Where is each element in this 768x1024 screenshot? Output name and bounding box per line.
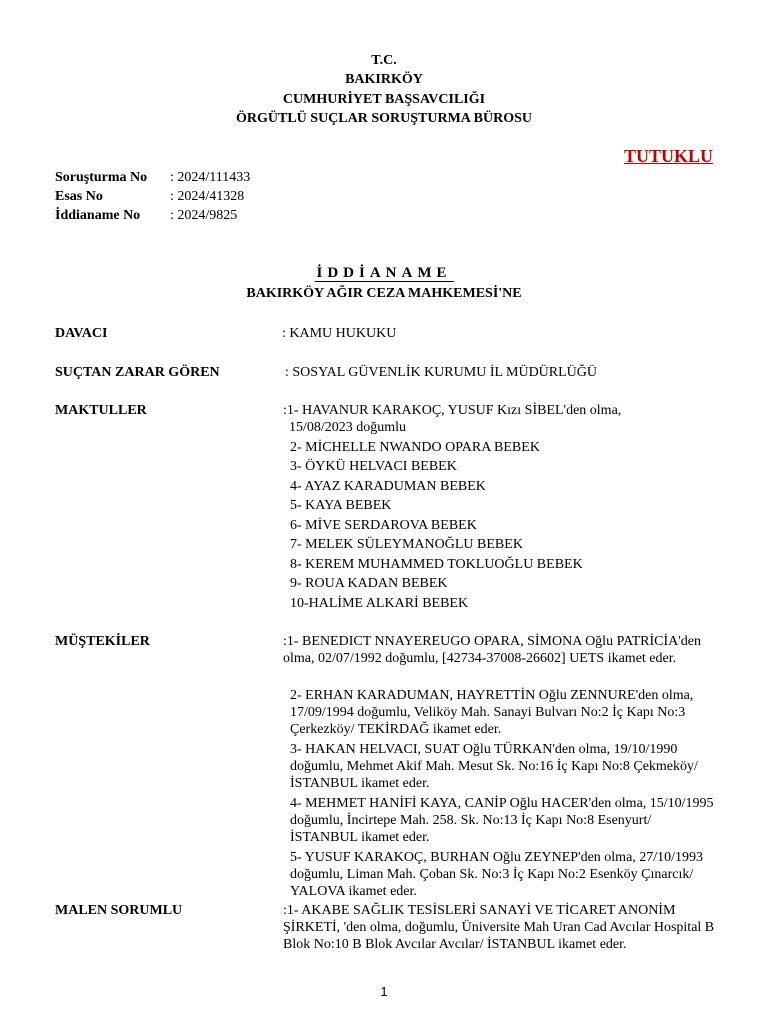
status-stamp: TUTUKLU [624,146,714,166]
maktul-item: 10-HALİME ALKARİ BEBEK [290,596,469,611]
malen-label: MALEN SORUMLU [55,903,183,918]
maktul-item: 2- MİCHELLE NWANDO OPARA BEBEK [290,440,540,455]
ref-label: İddianame No [55,208,141,223]
court-name: BAKIRKÖY AĞIR CEZA MAHKEMESİ'NE [246,286,522,301]
malen-entry: :1- AKABE SAĞLIK TESİSLERİ SANAYİ VE TİCARET ANONİM ŞİRKETİ, 'den olma, doğumlu, Üniversite Mah Uran Cad Avcılar Hospital B Blok No:10 B Blok Avcılar Avcılar/ İSTANBUL ikamet eder. [283,903,715,952]
ref-row-sorusturma [55,168,250,187]
musteki-entry: :1- BENEDICT NNAYEREUGO OPARA, SİMONA Oğlu PATRİCİA'den olma, 02/07/1992 doğumlu, [42734-37008-26602] UETS ikamet eder. [283,634,702,666]
ref-value: : 2024/111433 [170,170,251,185]
zarar-goren-label: SUÇTAN ZARAR GÖREN [55,365,220,380]
musteki-entry: 5- YUSUF KARAKOÇ, BURHAN Oğlu ZEYNEP'den olma, 27/10/1993 doğumlu, Liman Mah. Çoban Sk. No:3 İç Kapı No:2 Esenköy Çınarcık/ YALOVA ikamet eder. [290,850,704,899]
musteki-entry: 4- MEHMET HANİFİ KAYA, CANİP Oğlu HACER'den olma, 15/10/1995 doğumlu, İncirtepe Mah. 258. Sk. No:13 İç Kapı No:8 Esenyurt/ İSTANBUL ikamet eder. [290,796,714,845]
header-tc: T.C. [371,53,397,68]
davaci-value: : KAMU HUKUKU [282,326,397,341]
ref-label: Soruşturma No [55,170,148,185]
header-buro: ÖRGÜTLÜ SUÇLAR SORUŞTURMA BÜROSU [236,111,532,126]
maktul-item-1-cont: 15/08/2023 doğumlu [289,420,407,435]
zarar-goren-value: : SOSYAL GÜVENLİK KURUMU İL MÜDÜRLÜĞÜ [285,365,598,380]
header-bakirkoy: BAKIRKÖY [345,72,423,87]
maktuller-label: MAKTULLER [55,403,147,418]
ref-value: : 2024/9825 [170,208,238,223]
maktul-item: 3- ÖYKÜ HELVACI BEBEK [290,459,457,474]
header-bassavcilik: CUMHURİYET BAŞSAVCILIĞI [282,92,486,107]
maktul-item: 4- AYAZ KARADUMAN BEBEK [290,479,486,494]
davaci-label: DAVACI [55,326,108,341]
ref-row-iddianame [55,206,237,225]
maktul-item: 6- MİVE SERDAROVA BEBEK [290,518,477,533]
musteki-label: MÜŞTEKİLER [55,634,150,649]
maktul-item-1: :1- HAVANUR KARAKOÇ, YUSUF Kızı SİBEL'den olma, [283,403,622,418]
document-title-text: İDDİANAME [316,265,452,281]
maktul-item: 8- KEREM MUHAMMED TOKLUOĞLU BEBEK [290,557,583,572]
ref-value: : 2024/41328 [170,189,245,204]
ref-label: Esas No [55,189,103,204]
maktul-item: 5- KAYA BEBEK [290,498,392,513]
musteki-entry: 3- HAKAN HELVACI, SUAT Oğlu TÜRKAN'den olma, 19/10/1990 doğumlu, Mehmet Akif Mah. Mesut Sk. No:16 İç Kapı No:8 Çekmeköy/ İSTANBUL ikamet eder. [290,742,698,791]
document-title [0,265,768,282]
page-number: 1 [380,984,388,999]
maktul-item: 9- ROUA KADAN BEBEK [290,576,448,591]
ref-row-esas [55,187,244,206]
musteki-entry: 2- ERHAN KARADUMAN, HAYRETTİN Oğlu ZENNURE'den olma, 17/09/1994 doğumlu, Veliköy Mah. Sanayi Bulvarı No:2 İç Kapı No:3 Çerkezköy/ TEKİRDAĞ ikamet eder. [290,688,694,737]
maktul-item: 7- MELEK SÜLEYMANOĞLU BEBEK [290,537,523,552]
